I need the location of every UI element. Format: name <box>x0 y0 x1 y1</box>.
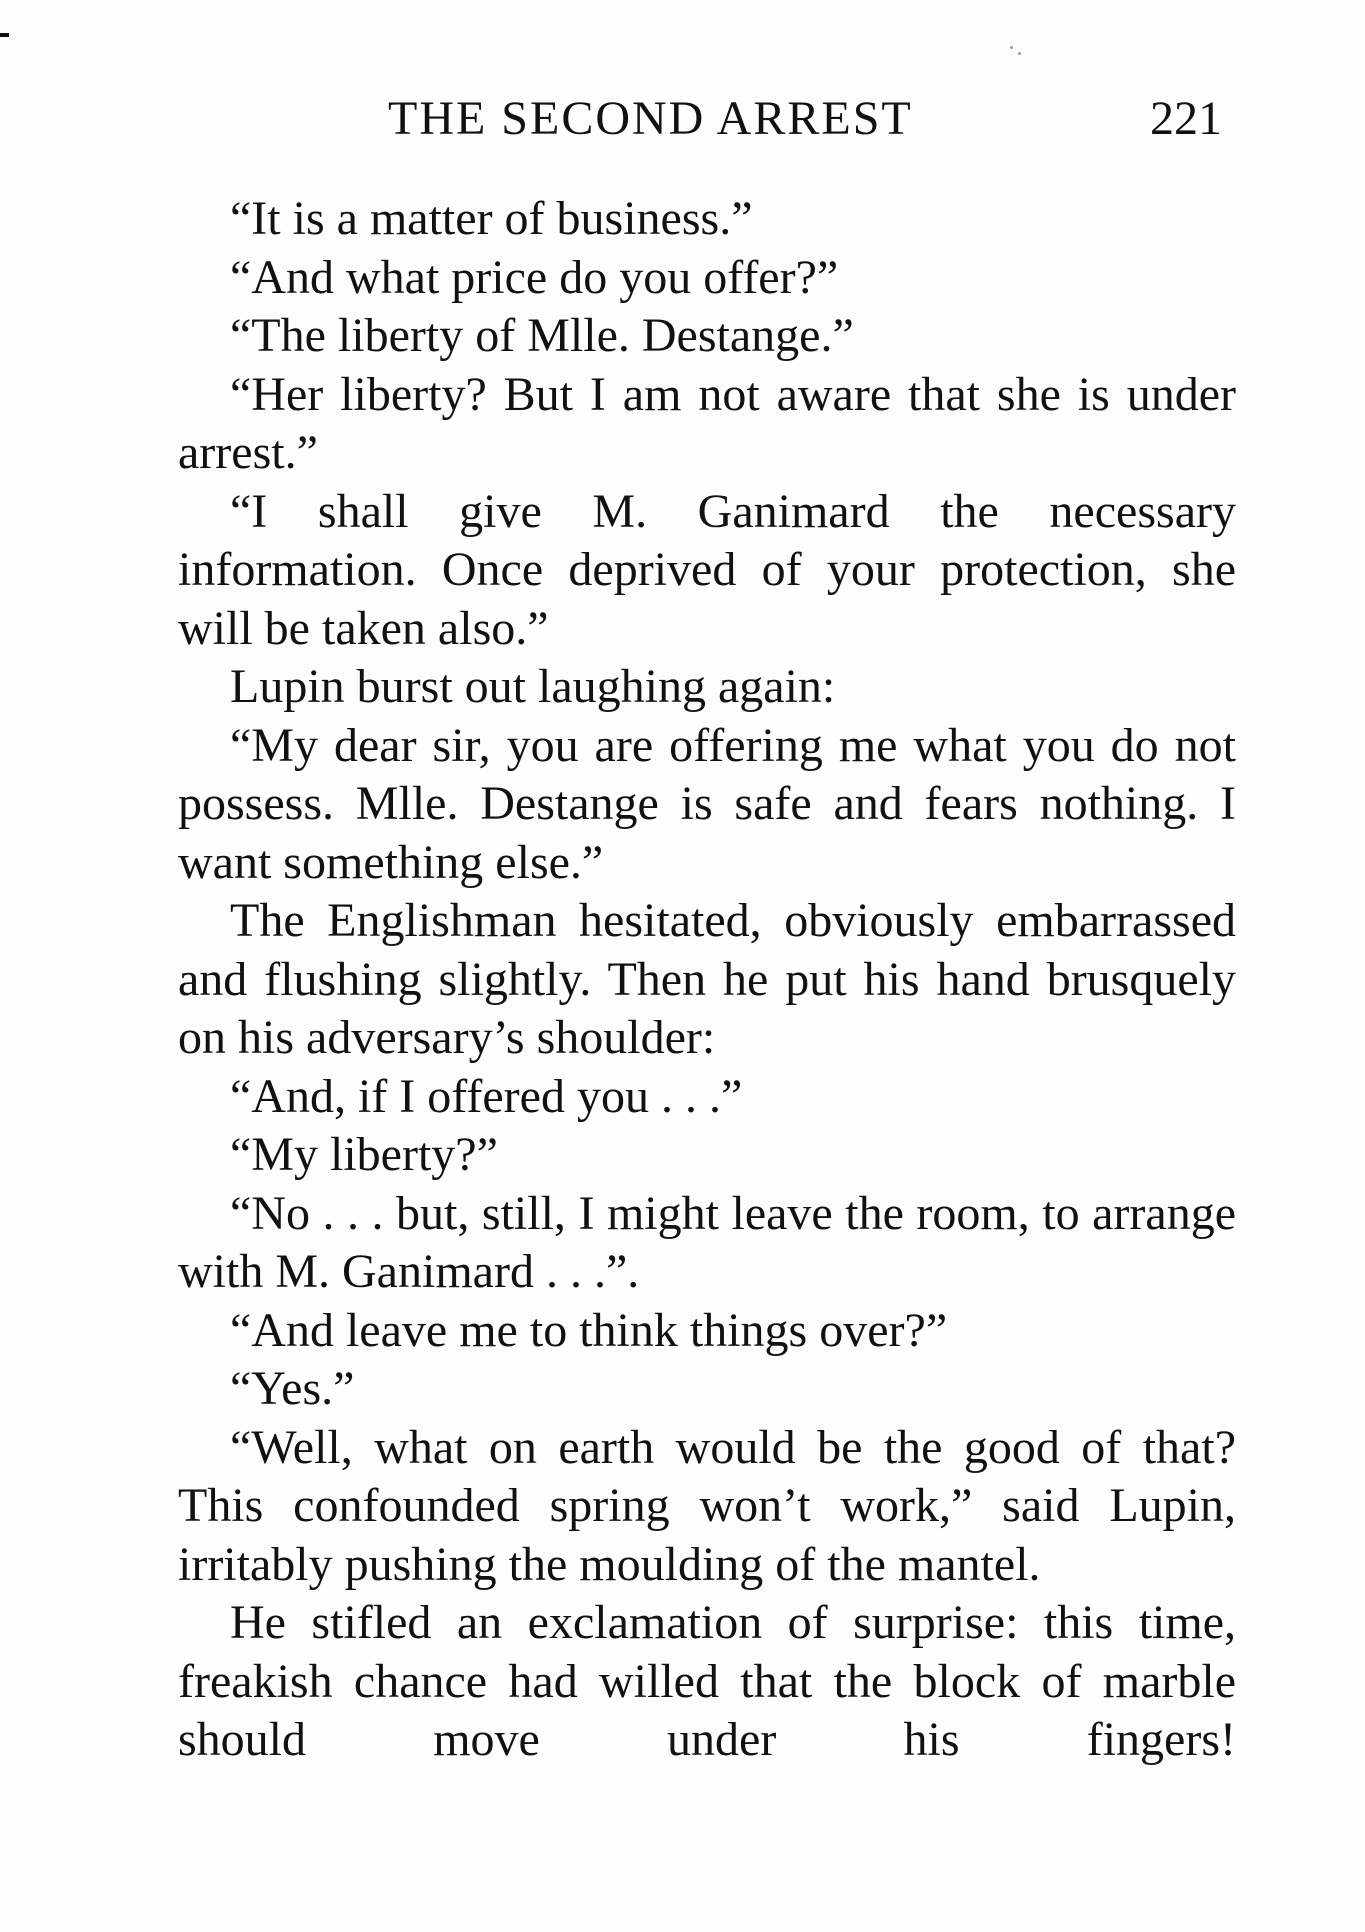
page-number: 221 <box>1150 92 1222 145</box>
paragraph: He stifled an exclamation of surprise: this time, freakish chance had willed that the block of marble should move under his fingers! <box>178 1596 1236 1766</box>
paragraph: “The liberty of Mlle. Destange.” <box>230 309 854 362</box>
running-head <box>0 84 1365 154</box>
running-title: THE SECOND ARREST <box>388 92 913 145</box>
paragraph: “It is a matter of business.” <box>230 192 753 245</box>
paragraph: The Englishman hesitated, obviously embarrassed and flushing slightly. Then he put his hand brusquely on his adversary’s shoulder: <box>178 894 1236 1064</box>
paragraph: “Her liberty? But I am not aware that she is under arrest.” <box>178 367 1236 479</box>
paragraph: “Yes.” <box>230 1362 355 1415</box>
paragraph: “My liberty?” <box>230 1128 498 1181</box>
paragraph: “I shall give M. Ganimard the necessary information. Once deprived of your protection, she will be taken also.” <box>178 484 1236 655</box>
paragraph: “My dear sir, you are offering me what you do not possess. Mlle. Destange is safe and fears nothing. I want something else.” <box>178 718 1236 889</box>
paragraph: “Well, what on earth would be the good of that? This confounded spring won’t work,” said Lupin, irritably pushing the moulding of the mantel. <box>178 1420 1236 1591</box>
scan-speck <box>1018 52 1021 55</box>
paragraph: “And leave me to think things over?” <box>230 1303 948 1357</box>
body-text <box>178 190 1236 1770</box>
paragraph: “No . . . but, still, I might leave the room, to arrange with M. Ganimard . . .”. <box>178 1186 1236 1298</box>
paragraph: “And, if I offered you . . .” <box>230 1069 743 1123</box>
paragraph: Lupin burst out laughing again: <box>230 660 836 713</box>
scan-speck <box>1010 46 1013 49</box>
paragraph: “And what price do you offer?” <box>230 250 839 304</box>
scan-edge-mark <box>0 33 9 37</box>
